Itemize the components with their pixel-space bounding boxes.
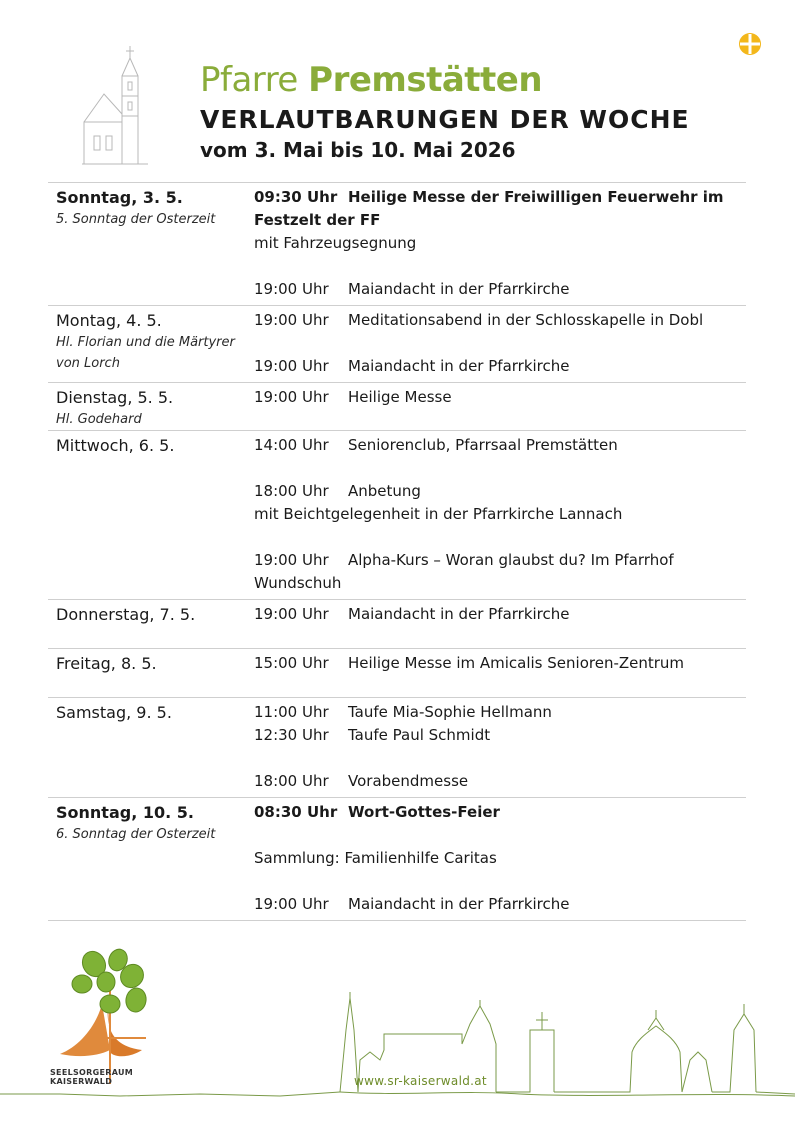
day-row-thursday <box>48 599 746 648</box>
day-cell <box>48 798 254 920</box>
events-cell <box>254 600 746 648</box>
event-time: 19:00 Uhr <box>254 605 329 623</box>
page-header <box>200 60 690 164</box>
event-line <box>254 549 746 572</box>
events-cell <box>254 183 746 305</box>
event-text: Maiandacht in der Pfarrkirche <box>348 605 570 623</box>
event-time: 19:00 Uhr <box>254 895 329 913</box>
feast-label-continued: von Lorch <box>56 356 120 371</box>
event-time: 18:00 Uhr <box>254 482 329 500</box>
event-text: Heilige Messe der Freiwilligen Feuerwehr im <box>348 188 724 206</box>
town-skyline <box>0 990 795 1124</box>
event-text: Taufe Paul Schmidt <box>348 726 491 744</box>
event-time: 11:00 Uhr <box>254 703 329 721</box>
event-note: mit Beichtgelegenheit in der Pfarrkirche Lannach <box>254 505 623 523</box>
event-text: Maiandacht in der Pfarrkirche <box>348 895 570 913</box>
event-text: Maiandacht in der Pfarrkirche <box>348 280 570 298</box>
day-label: Freitag, 8. 5. <box>56 654 157 673</box>
parish-name: Premstätten <box>308 60 543 100</box>
day-row-monday <box>48 305 746 382</box>
day-row-sunday-3 <box>48 182 746 305</box>
date-range: vom 3. Mai bis 10. Mai 2026 <box>200 138 516 162</box>
event-text: Seniorenclub, Pfarrsaal Premstätten <box>348 436 618 454</box>
event-time: 19:00 Uhr <box>254 551 329 569</box>
day-cell <box>48 306 254 382</box>
event-text: Wort-Gottes-Feier <box>348 803 500 821</box>
feast-label: 5. Sonntag der Osterzeit <box>56 212 216 227</box>
day-label: Sonntag, 3. 5. <box>56 188 183 207</box>
event-text: Heilige Messe im Amicalis Senioren-Zentrum <box>348 654 685 672</box>
event-line <box>254 355 746 378</box>
event-time: 12:30 Uhr <box>254 726 329 744</box>
event-line <box>254 309 746 332</box>
day-cell <box>48 383 254 430</box>
weekly-schedule <box>48 182 746 921</box>
day-label: Montag, 4. 5. <box>56 311 162 330</box>
event-text: Vorabendmesse <box>348 772 469 790</box>
day-label: Donnerstag, 7. 5. <box>56 605 196 624</box>
event-line <box>254 480 746 503</box>
event-time: 15:00 Uhr <box>254 654 329 672</box>
day-label: Dienstag, 5. 5. <box>56 388 174 407</box>
feast-label: 6. Sonntag der Osterzeit <box>56 827 216 842</box>
day-row-wednesday <box>48 430 746 599</box>
day-label: Samstag, 9. 5. <box>56 703 172 722</box>
day-row-saturday <box>48 697 746 797</box>
church-drawing <box>82 44 148 166</box>
event-time: 19:00 Uhr <box>254 357 329 375</box>
event-text: Alpha-Kurs – Woran glaubst du? Im Pfarrhof <box>348 551 674 569</box>
event-line <box>254 186 746 209</box>
event-line <box>254 893 746 916</box>
events-cell <box>254 306 746 382</box>
parish-title <box>200 60 690 100</box>
event-note: mit Fahrzeugsegnung <box>254 234 417 252</box>
logo-line-2: KAISERWALD <box>50 1077 113 1086</box>
event-note: Wundschuh <box>254 574 342 592</box>
page-title: VERLAUTBARUNGEN DER WOCHE <box>200 105 690 134</box>
event-note: Sammlung: Familienhilfe Caritas <box>254 849 497 867</box>
event-text: Taufe Mia-Sophie Hellmann <box>348 703 552 721</box>
day-cell <box>48 600 254 648</box>
event-time: 09:30 Uhr <box>254 188 338 206</box>
event-time: 19:00 Uhr <box>254 280 329 298</box>
day-row-sunday-10 <box>48 797 746 921</box>
event-text: Anbetung <box>348 482 421 500</box>
event-text: Meditationsabend in der Schlosskapelle in Dobl <box>348 311 704 329</box>
day-cell <box>48 431 254 599</box>
event-line <box>254 434 746 457</box>
day-row-tuesday <box>48 382 746 430</box>
day-cell <box>48 183 254 305</box>
events-cell <box>254 383 746 430</box>
day-label: Sonntag, 10. 5. <box>56 803 194 822</box>
events-cell <box>254 698 746 797</box>
event-line <box>254 724 746 747</box>
events-cell <box>254 431 746 599</box>
event-time: 08:30 Uhr <box>254 803 338 821</box>
event-line <box>254 603 746 626</box>
event-time: 19:00 Uhr <box>254 311 329 329</box>
day-row-friday <box>48 648 746 697</box>
event-text: Maiandacht in der Pfarrkirche <box>348 357 570 375</box>
event-line <box>254 386 746 409</box>
event-time: 14:00 Uhr <box>254 436 329 454</box>
day-label: Mittwoch, 6. 5. <box>56 436 175 455</box>
event-line <box>254 801 746 824</box>
feast-label: Hl. Godehard <box>56 412 142 427</box>
event-text: Heilige Messe <box>348 388 452 406</box>
events-cell <box>254 798 746 920</box>
website-url: www.sr-kaiserwald.at <box>354 1074 487 1088</box>
day-cell <box>48 649 254 697</box>
parish-prefix: Pfarre <box>200 60 298 100</box>
feast-label: Hl. Florian und die Märtyrer <box>56 335 235 350</box>
logo-line-1: SEELSORGERAUM <box>50 1068 134 1077</box>
event-time: 18:00 Uhr <box>254 772 329 790</box>
event-line <box>254 701 746 724</box>
event-line <box>254 770 746 793</box>
event-line <box>254 278 746 301</box>
cross-circle-icon <box>738 32 762 56</box>
event-time: 19:00 Uhr <box>254 388 329 406</box>
event-line <box>254 652 746 675</box>
event-text-continued: Festzelt der FF <box>254 211 381 229</box>
events-cell <box>254 649 746 697</box>
day-cell <box>48 698 254 797</box>
